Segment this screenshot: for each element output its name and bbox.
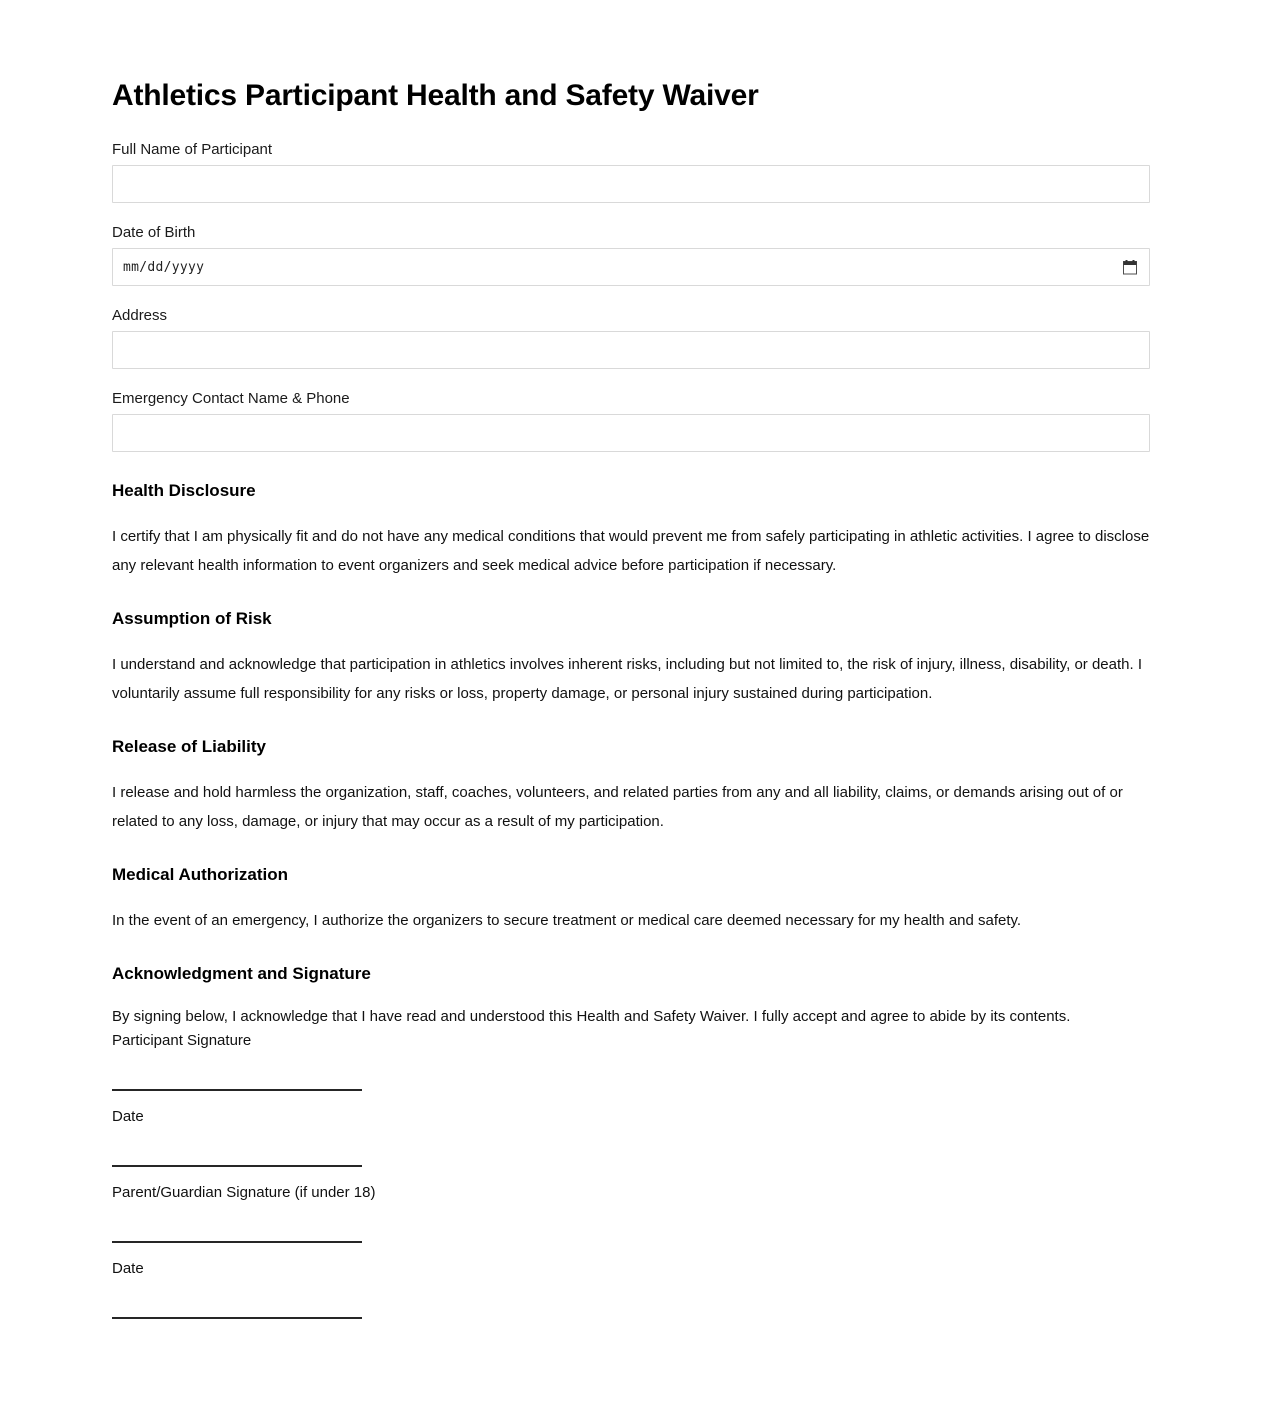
field-group-address <box>112 306 1150 369</box>
guardian-date-label: Date <box>112 1260 144 1277</box>
address-label: Address <box>112 307 168 324</box>
calendar-icon[interactable] <box>1123 260 1137 275</box>
section-heading-release-of-liability: Release of Liability <box>112 737 266 756</box>
guardian-date-line[interactable] <box>112 1317 362 1319</box>
date-of-birth-label: Date of Birth <box>112 224 196 241</box>
participant-signature-line[interactable] <box>112 1089 362 1091</box>
acknowledgment-body-block <box>112 1005 1150 1053</box>
section-body-release-of-liability: I release and hold harmless the organization, staff, coaches, volunteers, and related parties from any and all liability, claims, or demands arising out of or related to any loss, damage, or injury that may occur as a result of my participation. <box>112 784 1123 830</box>
emergency-contact-label: Emergency Contact Name & Phone <box>112 390 350 407</box>
acknowledgment-body: By signing below, I acknowledge that I have read and understood this Health and Safety Waiver. I fully accept and agree to abide by its contents. <box>112 1008 1071 1025</box>
page-title: Athletics Participant Health and Safety Waiver <box>112 79 759 112</box>
emergency-contact-input[interactable] <box>112 414 1150 452</box>
section-body-assumption-of-risk: I understand and acknowledge that participation in athletics involves inherent risks, including but not limited to, the risk of injury, illness, disability, or death. I voluntarily assume full responsibility for any risks or loss, property damage, or personal injury sustained during participation. <box>112 656 1142 702</box>
participant-date-line[interactable] <box>112 1165 362 1167</box>
participant-date-label: Date <box>112 1108 144 1125</box>
full-name-label: Full Name of Participant <box>112 141 273 158</box>
date-of-birth-input[interactable] <box>112 248 1150 286</box>
field-group-emergency-contact <box>112 389 1150 452</box>
guardian-signature-label: Parent/Guardian Signature (if under 18) <box>112 1184 376 1201</box>
field-group-date-of-birth <box>112 223 1150 286</box>
section-body-health-disclosure: I certify that I am physically fit and do not have any medical conditions that would prevent me from safely participating in athletic activities. I agree to disclose any relevant health information to event organizers and seek medical advice before participation if necessary. <box>112 528 1150 574</box>
guardian-signature-line[interactable] <box>112 1241 362 1243</box>
field-group-full-name <box>112 140 1150 203</box>
section-heading-medical-authorization: Medical Authorization <box>112 865 288 884</box>
date-of-birth-placeholder: mm/dd/yyyy <box>123 259 205 275</box>
section-heading-acknowledgment: Acknowledgment and Signature <box>112 964 371 983</box>
section-heading-assumption-of-risk: Assumption of Risk <box>112 609 272 628</box>
section-heading-health-disclosure: Health Disclosure <box>112 481 256 500</box>
participant-signature-label: Participant Signature <box>112 1032 252 1049</box>
address-input[interactable] <box>112 331 1150 369</box>
full-name-input[interactable] <box>112 165 1150 203</box>
section-body-medical-authorization: In the event of an emergency, I authorize the organizers to secure treatment or medical care deemed necessary for my health and safety. <box>112 912 1022 929</box>
